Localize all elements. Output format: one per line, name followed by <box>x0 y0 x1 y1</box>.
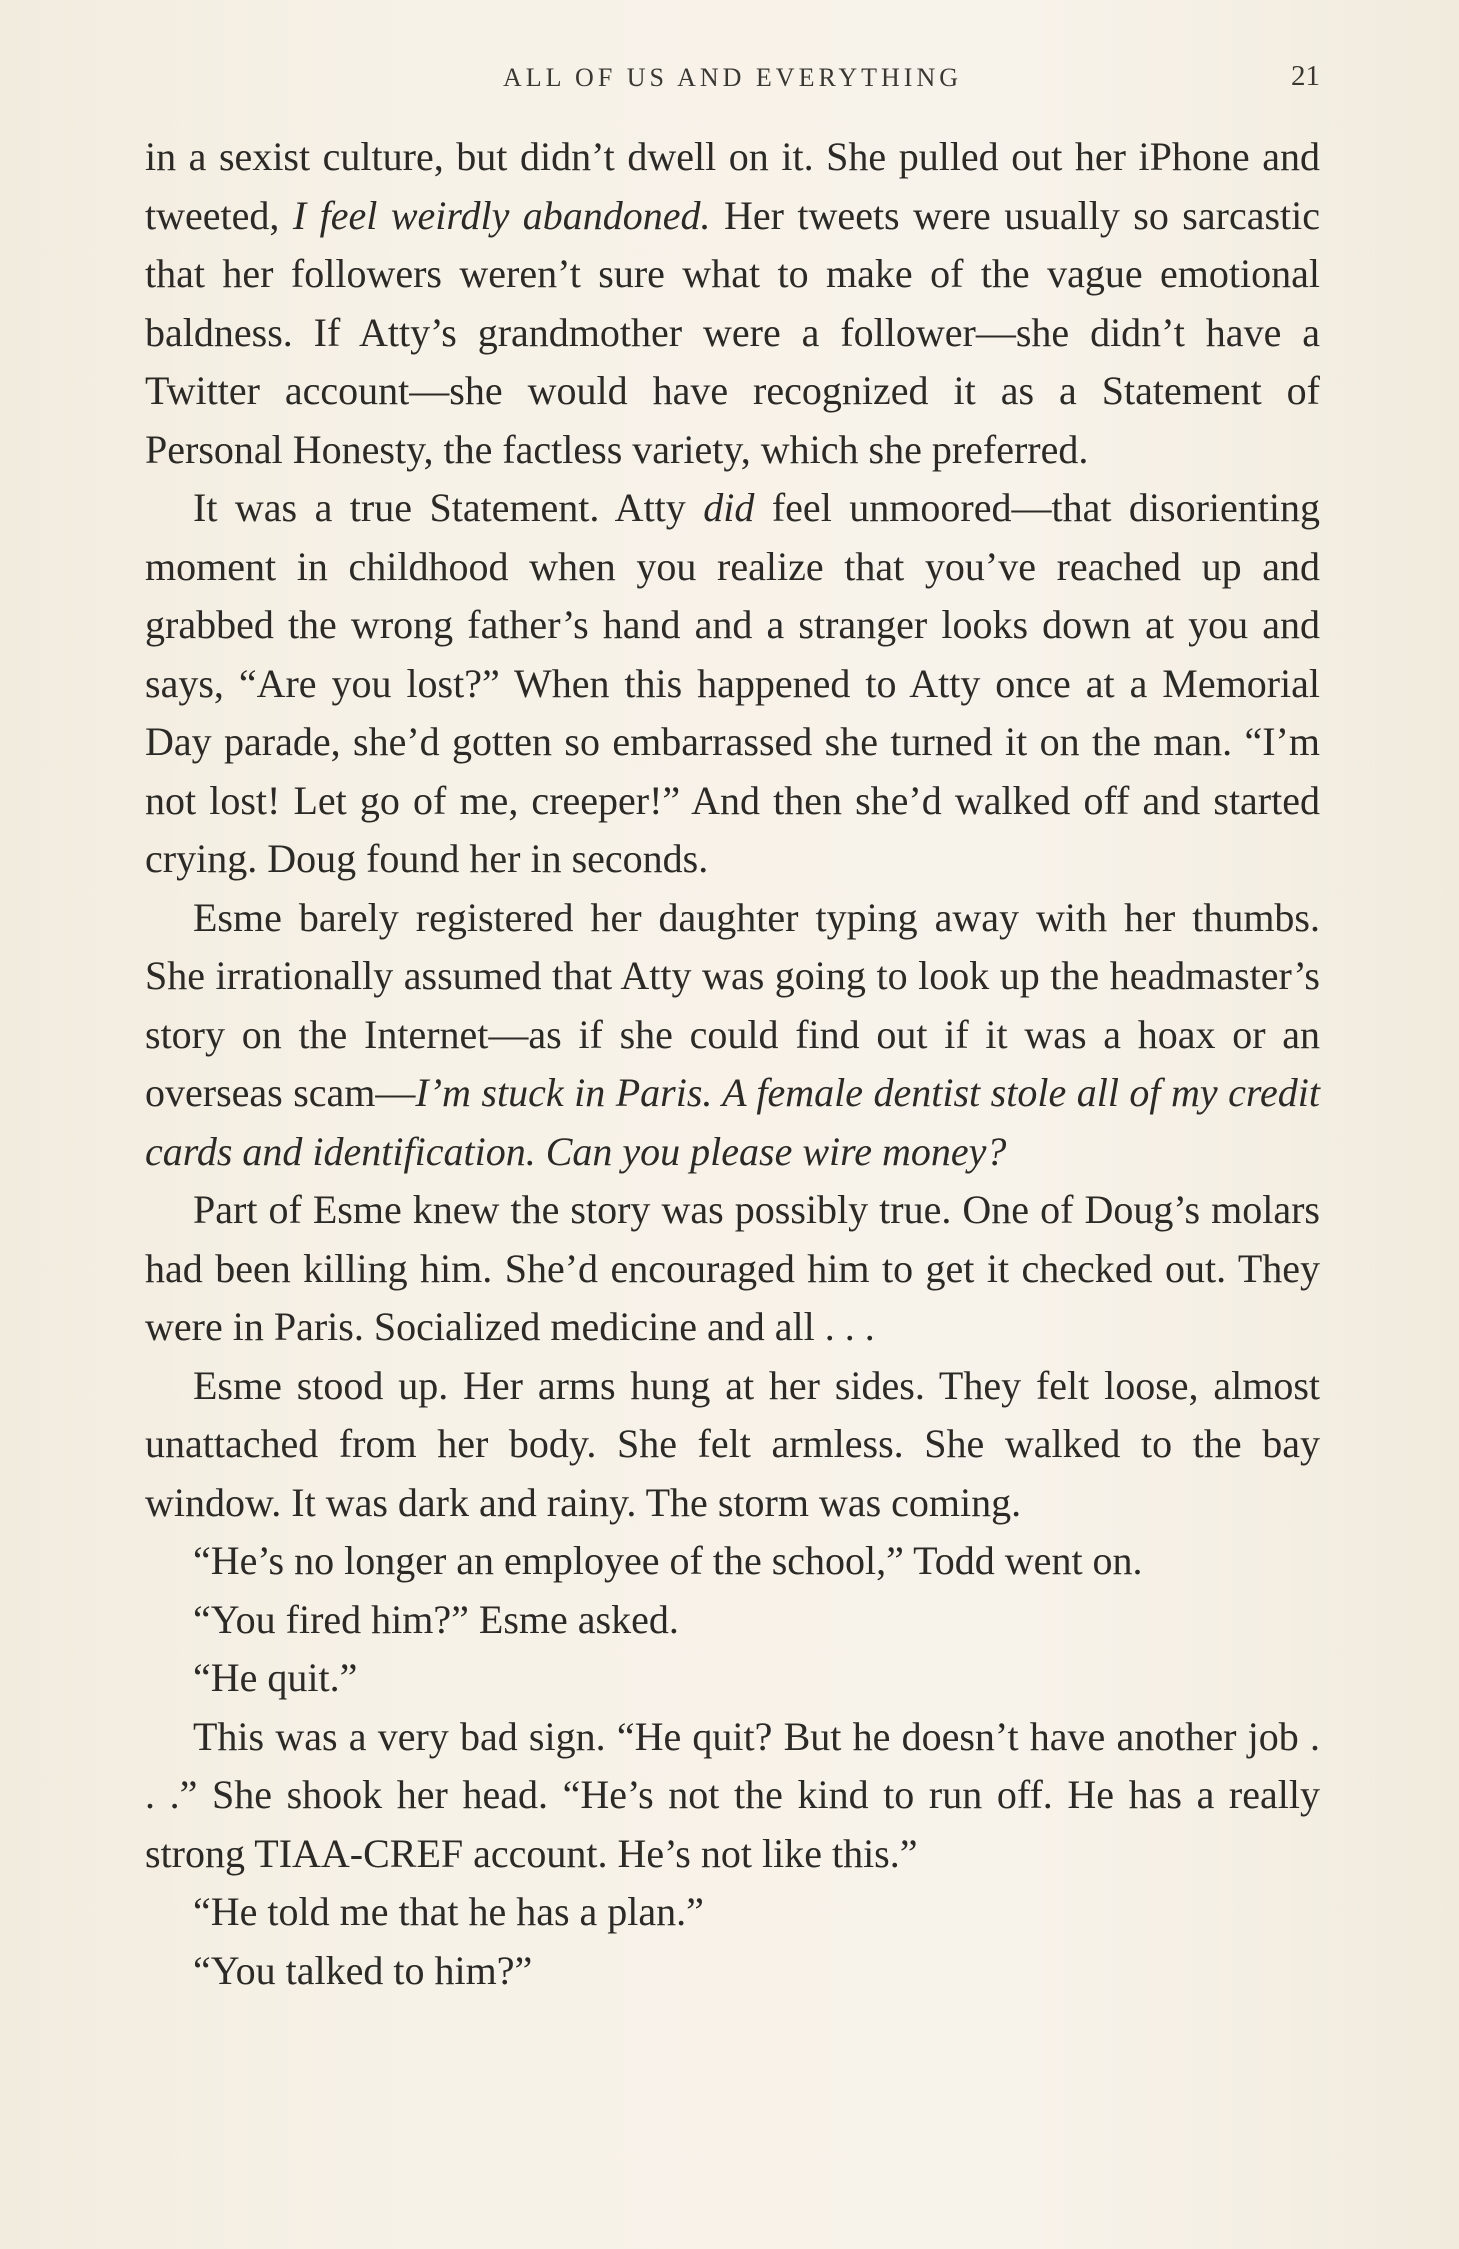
text-run: “He’s no longer an employee of the school,” Todd went on. <box>193 1538 1143 1583</box>
paragraph <box>145 1357 1320 1533</box>
text-run: It was a true Statement. Atty <box>193 485 704 530</box>
paragraph <box>145 1532 1320 1591</box>
italic-text-run: I’m stuck in Paris. A female dentist stole all of my credit cards and identification. Can you please wire money? <box>145 1070 1320 1174</box>
text-run: “He quit.” <box>193 1655 358 1700</box>
text-run: Part of Esme knew the story was possibly true. One of Doug’s molars had been killing him. She’d encouraged him to get it checked out. They were in Paris. Socialized medicine and all . . . <box>145 1187 1320 1349</box>
paragraph <box>145 1649 1320 1708</box>
text-run: feel unmoored—that disorienting moment in childhood when you realize that you’ve reached up and grabbed the wrong father’s hand and a stranger looks down at you and says, “Are you lost?” When this happened to Atty once at a Memorial Day parade, she’d gotten so embarrassed she turned it on the man. “I’m not lost! Let go of me, creeper!” And then she’d walked off and started crying. Doug found her in seconds. <box>145 485 1320 881</box>
text-run: Esme stood up. Her arms hung at her sides. They felt loose, almost unattached from her body. She felt armless. She walked to the bay window. It was dark and rainy. The storm was coming. <box>145 1362 1320 1525</box>
italic-text-run: did <box>703 485 755 530</box>
paragraph <box>145 1883 1320 1942</box>
page-number: 21 <box>1291 60 1320 92</box>
text-run: Esme barely registered her daughter typing away with her thumbs. She irrationally assumed that Atty was going to look up the headmaster’s story on the Internet—as if she could find out if it was a hoax or an overseas scam— <box>145 894 1320 1115</box>
running-head <box>145 55 1320 105</box>
paragraph <box>145 1591 1320 1650</box>
running-title: ALL OF US AND EVERYTHING <box>502 63 963 92</box>
text-run: in a sexist culture, but didn’t dwell on it. She pulled out her iPhone and tweeted, <box>145 134 1320 238</box>
paragraph <box>145 479 1320 889</box>
paragraph <box>145 128 1320 479</box>
text-run: “He told me that he has a plan.” <box>193 1889 704 1934</box>
text-run: This was a very bad sign. “He quit? But he doesn’t have another job . . .” She shook her head. “He’s not the kind to run off. He has a really strong TIAA-CREF account. He’s not like this.” <box>145 1713 1320 1876</box>
body-text <box>145 128 1320 2000</box>
paragraph <box>145 1942 1320 2001</box>
text-run: Her tweets were usually so sarcastic that her followers weren’t sure what to make of the vague emotional baldness. If Atty’s grandmother were a follower—she didn’t have a Twitter account—she would have recognized it as a Statement of Personal Honesty, the factless variety, which she preferred. <box>145 192 1321 472</box>
paragraph <box>145 889 1320 1182</box>
paragraph <box>145 1708 1320 1884</box>
text-run: “You fired him?” Esme asked. <box>193 1596 679 1642</box>
paragraph <box>145 1181 1320 1357</box>
italic-text-run: I feel weirdly abandoned. <box>292 192 711 238</box>
text-run: “You talked to him?” <box>193 1947 533 1993</box>
